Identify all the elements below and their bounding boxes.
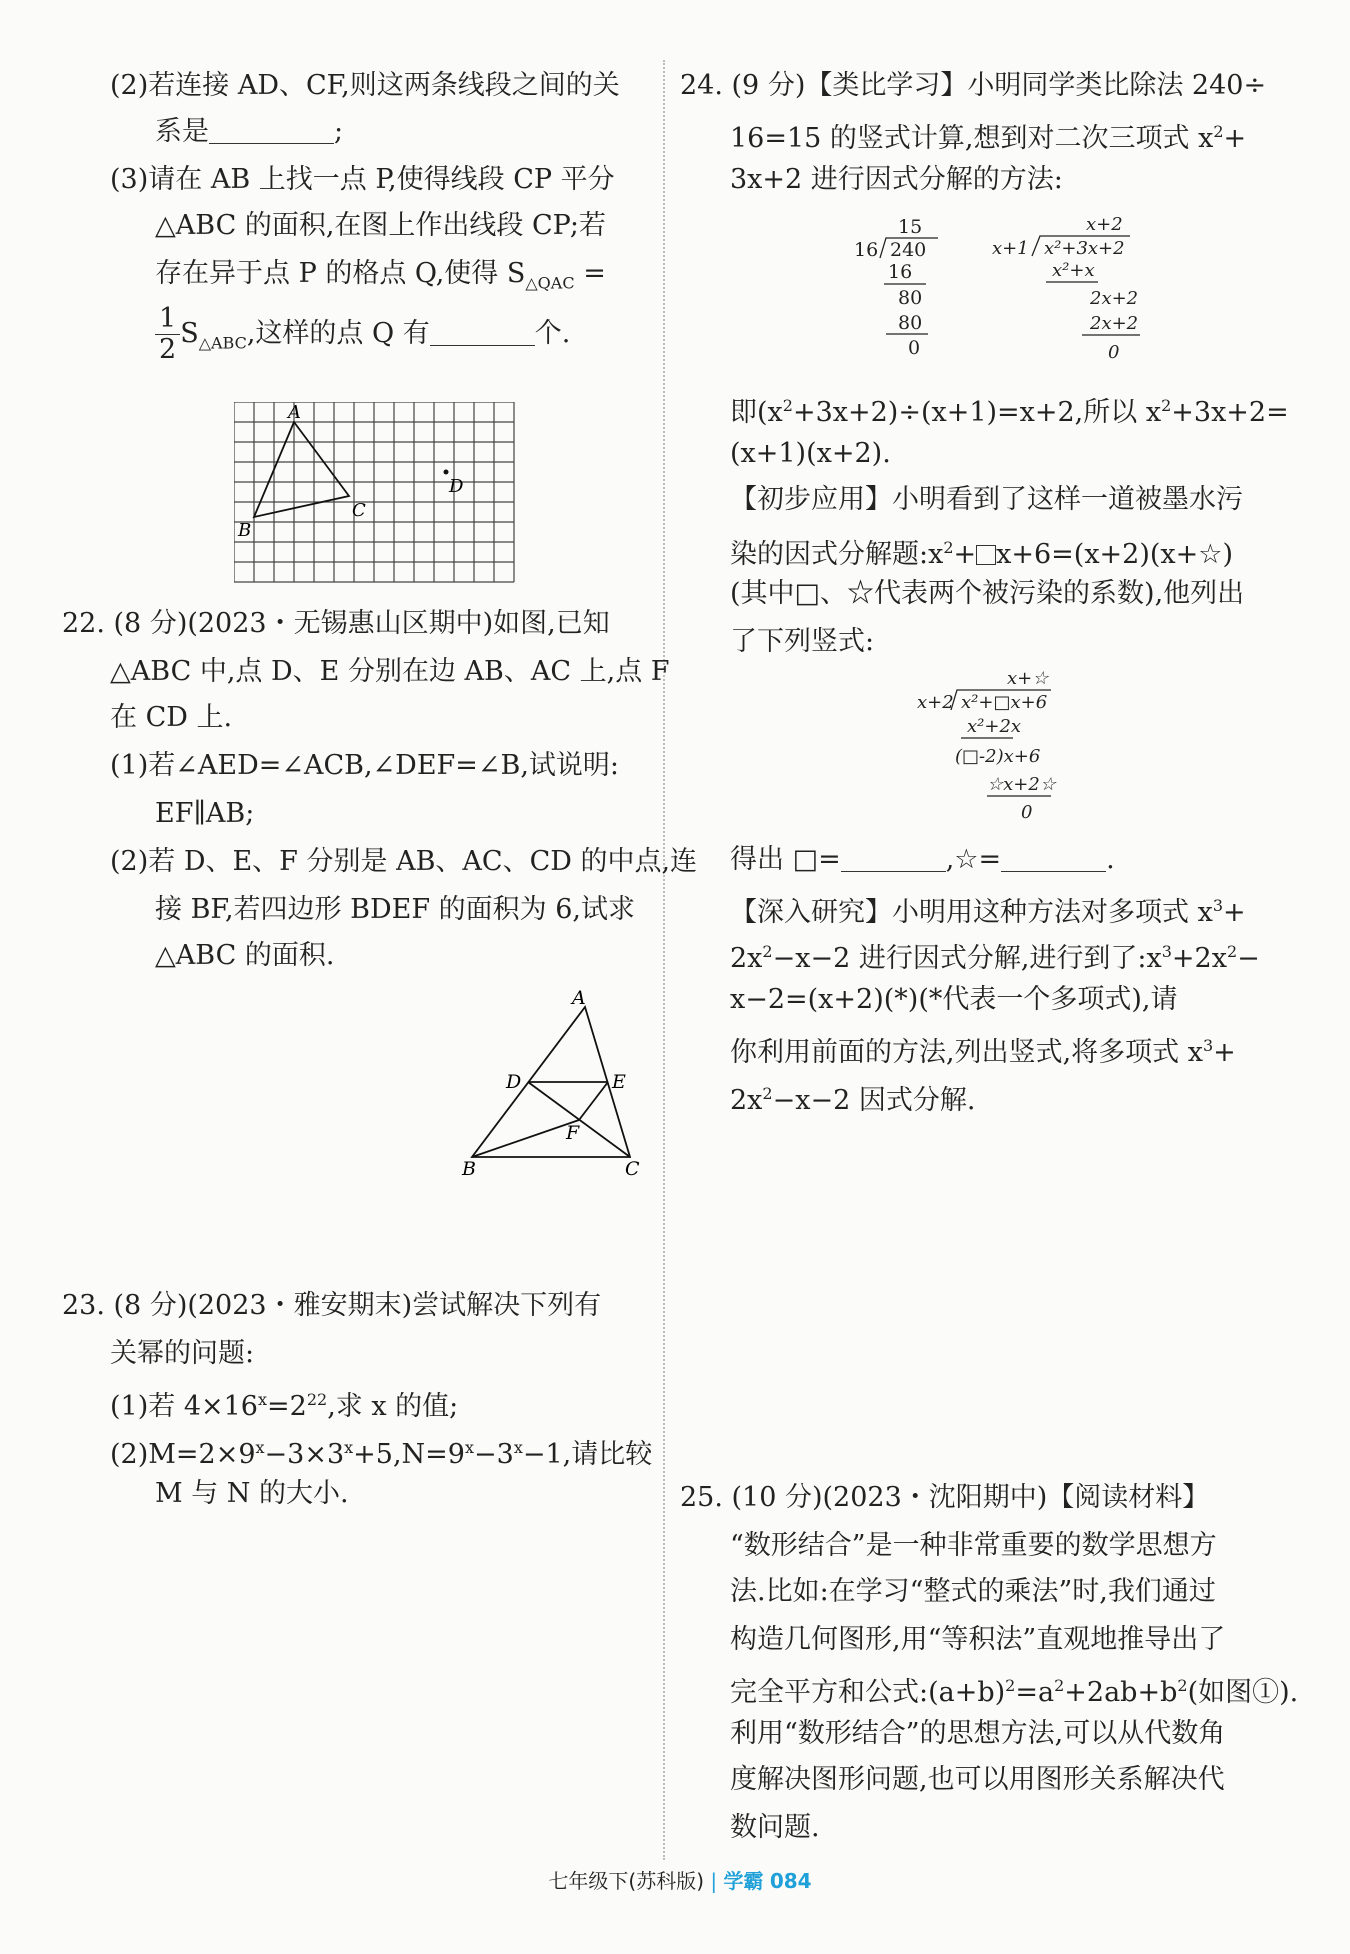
ink-box: [976, 545, 996, 565]
q23-line1: 23. (8 分)(2023・雅安期末)尝试解决下列有: [62, 1290, 602, 1321]
svg-text:x²+2x: x²+2x: [967, 716, 1022, 737]
fig-label-d: D: [506, 1071, 522, 1093]
q21-part3-line2: △ABC 的面积,在图上作出线段 CP;若: [155, 210, 606, 241]
q23-part2-line2: M 与 N 的大小.: [155, 1478, 349, 1509]
q22-part1-line1: (1)若∠AED=∠ACB,∠DEF=∠B,试说明:: [110, 750, 620, 781]
footer-page-number: 084: [769, 1869, 812, 1893]
footer-brand: 学霸: [723, 1869, 764, 1893]
footer-separator: |: [710, 1869, 718, 1893]
q22-part2-line3: △ABC 的面积.: [155, 940, 335, 971]
q24-line15: $2x^2-x-2$ 因式分解.: [730, 1084, 976, 1116]
svg-text:16: 16: [854, 239, 879, 261]
q22-part2-line1: (2)若 D、E、F 分别是 AB、AC、CD 的中点,连: [110, 846, 698, 877]
q24-line4: 即$(x^2+3x+2)\div(x+1)=x+2$,所以 $x^2+3x+2=$: [730, 396, 1289, 428]
svg-text:0: 0: [908, 337, 921, 359]
svg-text:x+1: x+1: [992, 238, 1029, 259]
long-division-stained: [915, 666, 1085, 836]
q24-line5: (x+1)(x+2).: [730, 438, 891, 469]
svg-text:0: 0: [1108, 342, 1120, 363]
column-divider: [663, 60, 665, 1860]
fig-label-e: E: [612, 1071, 626, 1093]
svg-text:16: 16: [888, 261, 913, 283]
fig-label-f: F: [566, 1122, 580, 1144]
svg-text:240: 240: [890, 239, 927, 261]
q23-line2: 关幂的问题:: [110, 1338, 255, 1369]
long-division-polynomial: [990, 212, 1170, 372]
page-footer: [470, 1865, 890, 1894]
q24-line6: 【初步应用】小明看到了这样一道被墨水污: [730, 484, 1243, 515]
q24-line11: 【深入研究】小明用这种方法对多项式 $x^3+$: [730, 896, 1246, 928]
fig-label-c: C: [625, 1158, 640, 1180]
fig-label-b: B: [462, 1158, 476, 1180]
q25-line6: 利用“数形结合”的思想方法,可以从代数角: [730, 1718, 1226, 1749]
svg-text:80: 80: [898, 312, 923, 334]
point-d: [444, 470, 449, 475]
answer-blank[interactable]: [209, 113, 334, 144]
q21-part2-line1: (2)若连接 AD、CF,则这两条线段之间的关: [110, 70, 620, 101]
q23-part1: (1)若 $4\times 16^x=2^{22}$,求 x 的值;: [110, 1390, 459, 1422]
q25-line1: 25. (10 分)(2023・沈阳期中)【阅读材料】: [680, 1482, 1210, 1513]
q25-line3: 法.比如:在学习“整式的乘法”时,我们通过: [730, 1576, 1216, 1607]
q21-part3-line3: 存在异于点 P 的格点 Q,使得 $S_{\triangle QAC}$ =: [155, 258, 606, 293]
q21-part2-line2: 系是 ;: [155, 112, 343, 152]
q22-part1-line2: EF∥AB;: [155, 798, 255, 829]
svg-text:x²+x: x²+x: [1052, 260, 1095, 281]
grid-figure: [234, 402, 519, 592]
q21-part3-line1: (3)请在 AB 上找一点 P,使得线段 CP 平分: [110, 164, 615, 195]
q24-line12: $2x^2-x-2$ 进行因式分解,进行到了$:x^3+2x^2-$: [730, 942, 1260, 974]
q22-line3: 在 CD 上.: [110, 702, 233, 733]
q24-line3: 3x+2 进行因式分解的方法:: [730, 164, 1063, 195]
q25-line7: 度解决图形问题,也可以用图形关系解决代: [730, 1764, 1225, 1795]
q25-line5: 完全平方和公式$:(a+b)^2=a^2+2ab+b^2$(如图①).: [730, 1676, 1299, 1708]
q24-line7: 染的因式分解题$:x^2+$ x+6=(x+2)(x+☆): [730, 538, 1234, 570]
label-d: D: [449, 476, 464, 497]
triangle-abc: [254, 422, 349, 517]
q22-part2-line2: 接 BF,若四边形 BDEF 的面积为 6,试求: [155, 894, 635, 925]
svg-text:80: 80: [898, 287, 923, 309]
footer-book-title: 七年级下(苏科版): [548, 1869, 705, 1893]
label-b: B: [238, 520, 252, 541]
q24-line8: (其中□、☆代表两个被污染的系数),他列出: [730, 578, 1245, 609]
star-answer-blank[interactable]: [1001, 841, 1106, 872]
q25-line2: “数形结合”是一种非常重要的数学思想方: [730, 1530, 1217, 1561]
fig-label-a: A: [572, 990, 586, 1009]
q24-line10: 得出 □= ,☆= .: [730, 840, 1115, 880]
q24-line1: 24. (9 分)【类比学习】小明同学类比除法 240÷: [680, 70, 1267, 101]
svg-text:15: 15: [898, 216, 923, 238]
svg-text:2x+2: 2x+2: [1090, 288, 1139, 309]
q24-line2: 16=15 的竖式计算,想到对二次三项式 $x^2+$: [730, 122, 1247, 154]
q25-line4: 构造几何图形,用“等积法”直观地推导出了: [730, 1624, 1226, 1655]
triangle-figure: [460, 990, 660, 1180]
svg-text:x+2: x+2: [1086, 214, 1123, 235]
q22-line2: △ABC 中,点 D、E 分别在边 AB、AC 上,点 F: [110, 656, 670, 687]
svg-text:☆x+2☆: ☆x+2☆: [987, 774, 1056, 795]
q24-line14: 你利用前面的方法,列出竖式,将多项式 $x^3+$: [730, 1036, 1236, 1068]
svg-text:(□-2)x+6: (□-2)x+6: [955, 746, 1041, 767]
box-answer-blank[interactable]: [841, 841, 946, 872]
svg-text:2x+2: 2x+2: [1090, 313, 1139, 334]
svg-text:x²+3x+2: x²+3x+2: [1044, 238, 1125, 259]
long-division-number: [850, 214, 960, 364]
label-c: C: [352, 500, 366, 521]
q25-line8: 数问题.: [730, 1812, 820, 1843]
q23-part2-line1: $(2)M=2\times 9^x-3\times 3^x+5,N=9^x-3^x-1$,请比较: [110, 1438, 653, 1470]
q22-line1: 22. (8 分)(2023・无锡惠山区期中)如图,已知: [62, 608, 610, 639]
q24-line9: 了下列竖式:: [730, 626, 875, 657]
svg-text:0: 0: [1021, 802, 1033, 823]
q24-line13: x−2=(x+2)(*)(*代表一个多项式),请: [730, 984, 1178, 1015]
svg-text:x²+□x+6: x²+□x+6: [961, 692, 1048, 713]
fraction-one-half: $\frac{1}{2}$: [155, 304, 180, 365]
svg-text:x+☆: x+☆: [1007, 668, 1049, 689]
answer-blank[interactable]: [430, 315, 535, 346]
q21-part3-line4: $\frac{1}{2}$ $S_{\triangle ABC}$,这样的点 Q 有 个.: [155, 304, 570, 365]
label-a: A: [288, 402, 301, 423]
svg-text:x+2: x+2: [917, 692, 954, 713]
